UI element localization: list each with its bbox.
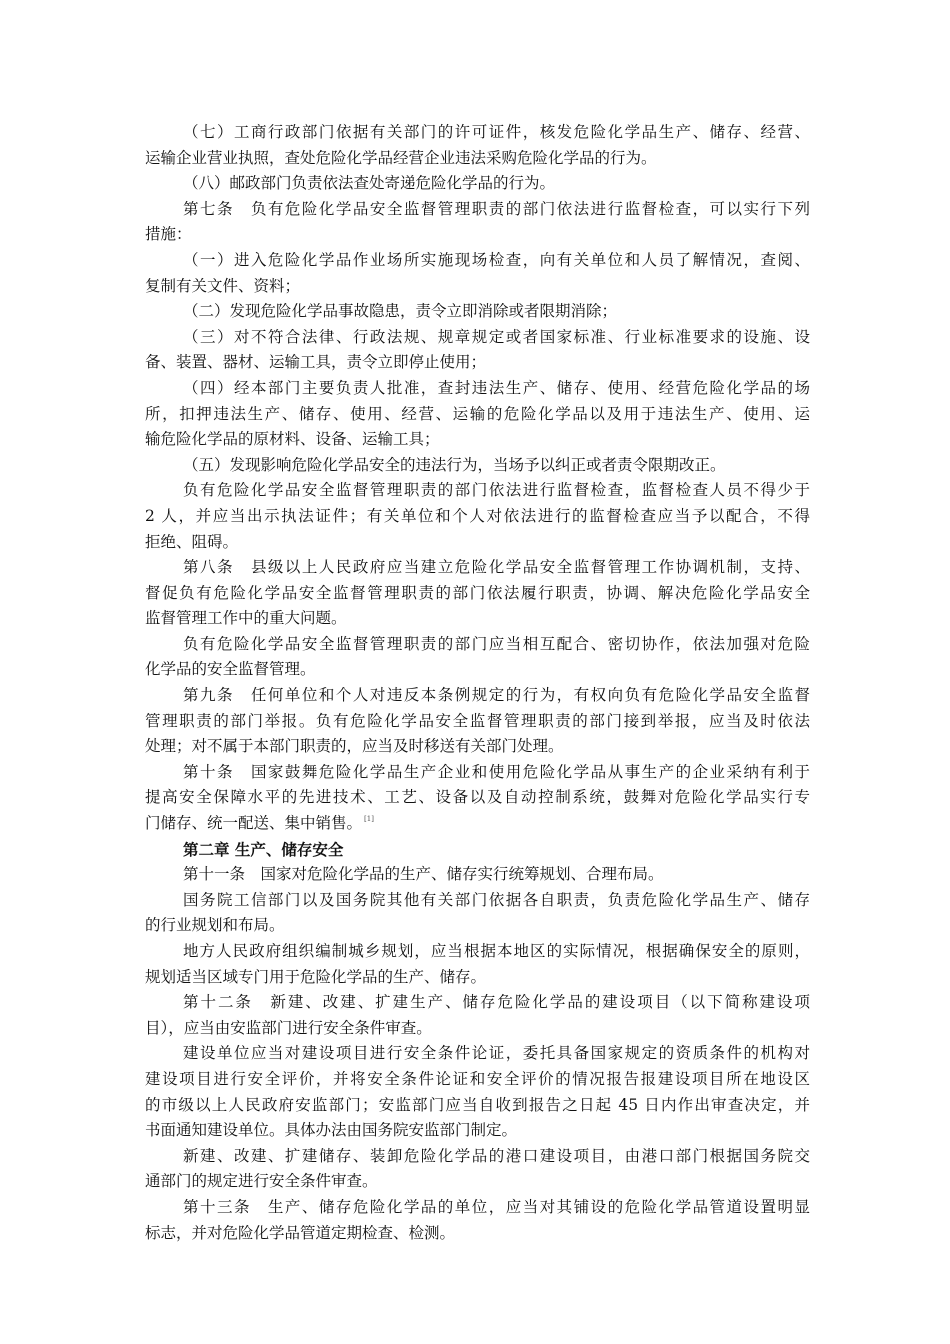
line-text: 提高安全保障水平的先进技术、工艺、设备以及自动控制系统，鼓舞对危险化学品实行专 — [145, 788, 810, 807]
line-text: 负有危险化学品安全监督管理职责的部门依法进行监督检查，监督检查人员不得少于 — [183, 481, 810, 500]
text-line — [145, 581, 810, 607]
text-line — [145, 1118, 810, 1144]
text-line — [145, 1169, 810, 1195]
line-text: 化学品的安全监督管理。 — [145, 660, 316, 679]
line-text: （八）邮政部门负责依法查处寄递危险化学品的行为。 — [183, 174, 556, 193]
text-line — [145, 785, 810, 811]
line-text: 备、装置、器材、运输工具，责令立即停止使用； — [145, 353, 487, 372]
line-text: 新建、改建、扩建储存、装卸危险化学品的港口建设项目，由港口部门根据国务院交 — [183, 1146, 810, 1165]
text-line — [145, 1067, 810, 1093]
line-text: 通部门的规定进行安全条件审查。 — [145, 1172, 378, 1191]
text-line — [145, 606, 810, 632]
text-line — [145, 734, 810, 760]
footnote-ref[interactable]: [1] — [364, 815, 374, 824]
text-line — [145, 197, 810, 223]
text-line — [145, 376, 810, 402]
text-line — [145, 1041, 810, 1067]
text-line — [145, 965, 810, 991]
line-text: （四）经本部门主要负责人批准，查封违法生产、储存、使用、经营危险化学品的场 — [183, 378, 810, 397]
text-line — [145, 811, 810, 837]
line-text: 的行业规划和布局。 — [145, 916, 285, 935]
text-line — [145, 274, 810, 300]
document-page — [145, 120, 810, 1246]
text-line — [145, 862, 810, 888]
line-text: 输危险化学品的原材料、设备、运输工具； — [145, 430, 440, 449]
text-line — [145, 350, 810, 376]
text-line — [145, 299, 810, 325]
text-line — [145, 990, 810, 1016]
text-line — [145, 760, 810, 786]
line-text: 第十二条 新建、改建、扩建生产、储存危险化学品的建设项目（以下简称建设项 — [183, 993, 810, 1012]
text-line — [145, 1093, 810, 1119]
chapter-heading — [145, 837, 810, 863]
line-text: 建设项目进行安全评价，并将安全条件论证和安全评价的情况报告报建设项目所在地设区 — [145, 1069, 810, 1088]
line-text: 门储存、统一配送、集中销售。 — [145, 814, 363, 833]
text-line — [145, 478, 810, 504]
text-line — [145, 427, 810, 453]
text-line — [145, 120, 810, 146]
line-text: 2 人，并应当出示执法证件；有关单位和个人对依法进行的监督检查应当予以配合，不得 — [145, 506, 810, 525]
text-line — [145, 913, 810, 939]
line-text: 第八条 县级以上人民政府应当建立危险化学品安全监督管理工作协调机制，支持、 — [183, 558, 810, 577]
text-line — [145, 1221, 810, 1247]
line-text: 管理职责的部门举报。负有危险化学品安全监督管理职责的部门接到举报，应当及时依法 — [145, 711, 810, 730]
line-text: 监督管理工作中的重大问题。 — [145, 609, 347, 628]
line-text: 运输企业营业执照，查处危险化学品经营企业违法采购危险化学品的行为。 — [145, 148, 657, 167]
line-text: 国务院工信部门以及国务院其他有关部门依据各自职责，负责危险化学品生产、储存 — [183, 890, 810, 909]
line-text: 第十三条 生产、储存危险化学品的单位，应当对其铺设的危险化学品管道设置明显 — [183, 1197, 810, 1216]
text-line — [145, 888, 810, 914]
line-text: 第七条 负有危险化学品安全监督管理职责的部门依法进行监督检查，可以实行下列 — [183, 199, 810, 218]
text-line — [145, 530, 810, 556]
text-line — [145, 1195, 810, 1221]
text-line — [145, 709, 810, 735]
text-line — [145, 222, 810, 248]
line-text: 第十一条 国家对危险化学品的生产、储存实行统筹规划、合理布局。 — [183, 865, 664, 884]
text-line — [145, 1144, 810, 1170]
text-line — [145, 402, 810, 428]
text-line — [145, 1016, 810, 1042]
line-text: 目），应当由安监部门进行安全条件审查。 — [145, 1018, 432, 1037]
line-text: 第九条 任何单位和个人对违反本条例规定的行为，有权向负有危险化学品安全监督 — [183, 686, 810, 705]
text-line — [145, 683, 810, 709]
line-text: 督促负有危险化学品安全监督管理职责的部门依法履行职责，协调、解决危险化学品安全 — [145, 583, 810, 602]
text-line — [145, 248, 810, 274]
text-line — [145, 504, 810, 530]
text-line — [145, 632, 810, 658]
text-line — [145, 657, 810, 683]
line-text: 拒绝、阻碍。 — [145, 532, 239, 551]
line-text: 地方人民政府组织编制城乡规划，应当根据本地区的实际情况，根据确保安全的原则， — [183, 942, 810, 960]
line-text: 所，扣押违法生产、储存、使用、经营、运输的危险化学品以及用于违法生产、使用、运 — [145, 404, 810, 423]
line-text: 规划适当区域专门用于危险化学品的生产、储存。 — [145, 967, 487, 986]
line-text: （一）进入危险化学品作业场所实施现场检查，向有关单位和人员了解情况，查阅、 — [183, 250, 810, 269]
text-line — [145, 146, 810, 172]
line-text: 措施： — [145, 225, 192, 244]
line-text: 建设单位应当对建设项目进行安全条件论证，委托具备国家规定的资质条件的机构对 — [183, 1044, 810, 1063]
line-text: （二）发现危险化学品事故隐患，责令立即消除或者限期消除； — [183, 302, 618, 321]
line-text: （五）发现影响危险化学品安全的违法行为，当场予以纠正或者责令限期改正。 — [183, 455, 726, 474]
line-text: 复制有关文件、资料； — [145, 276, 301, 295]
text-line — [145, 939, 810, 965]
text-line — [145, 453, 810, 479]
line-text: 标志，并对危险化学品管道定期检查、检测。 — [145, 1223, 456, 1242]
line-text: 第十条 国家鼓舞危险化学品生产企业和使用危险化学品从事生产的企业采纳有利于 — [183, 762, 810, 781]
line-text: 处理；对不属于本部门职责的，应当及时移送有关部门处理。 — [145, 737, 564, 756]
line-text: （七）工商行政部门依据有关部门的许可证件，核发危险化学品生产、储存、经营、 — [183, 123, 810, 141]
line-text: 负有危险化学品安全监督管理职责的部门应当相互配合、密切协作，依法加强对危险 — [183, 634, 810, 653]
line-text: 书面通知建设单位。具体办法由国务院安监部门制定。 — [145, 1121, 518, 1140]
text-line — [145, 325, 810, 351]
text-line — [145, 555, 810, 581]
line-text: （三）对不符合法律、行政法规、规章规定或者国家标准、行业标准要求的设施、设 — [183, 327, 810, 346]
text-line — [145, 171, 810, 197]
line-text: 的市级以上人民政府安监部门；安监部门应当自收到报告之日起 45 日内作出审查决定，并 — [145, 1095, 810, 1114]
line-text: 第二章 生产、储存安全 — [183, 839, 344, 859]
